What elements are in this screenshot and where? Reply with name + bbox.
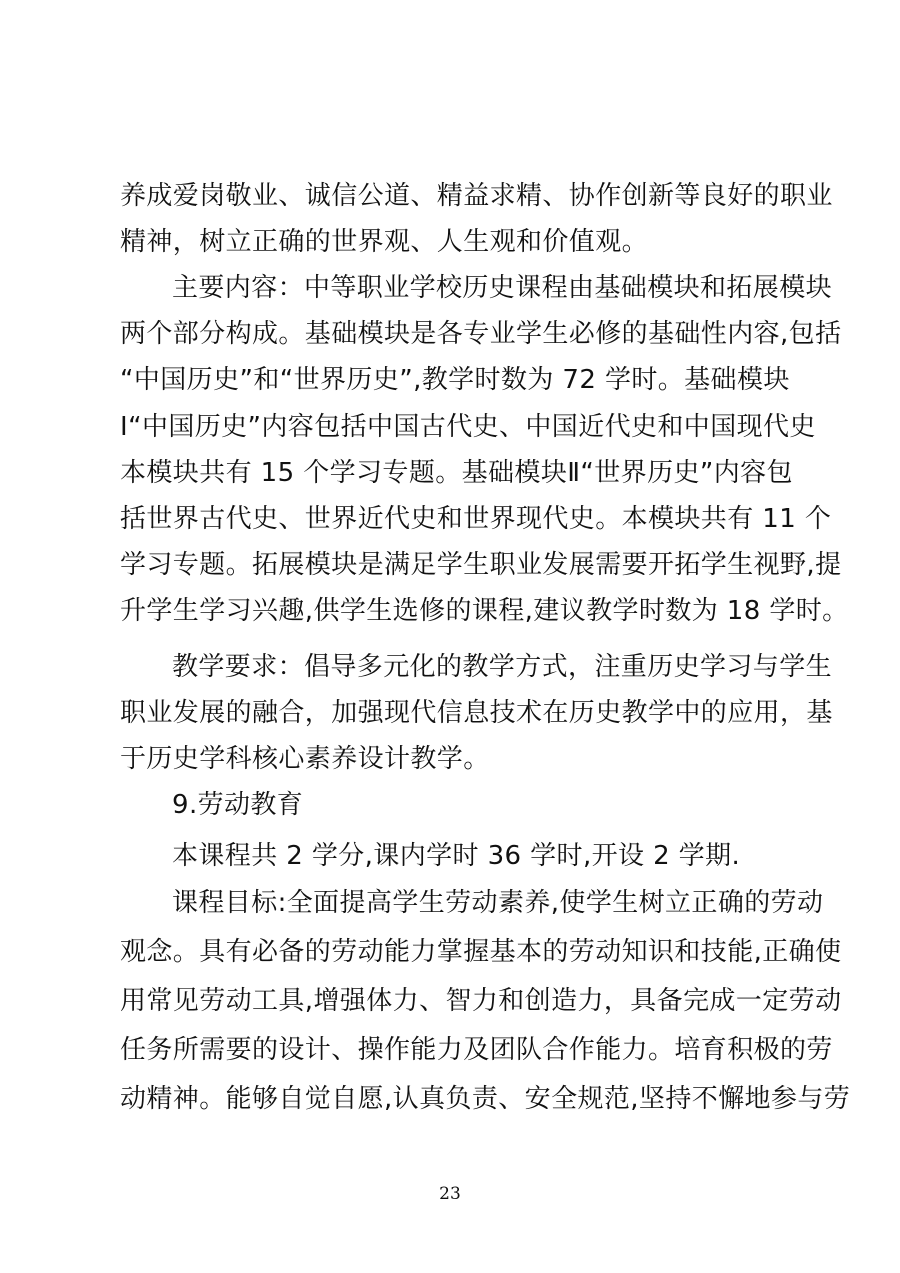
text-line: 于历史学科核心素养设计教学。 — [120, 744, 490, 774]
text-line: 精神，树立正确的世界观、人生观和价值观。 — [120, 227, 649, 257]
text-line: 本模块共有 15 个学习专题。基础模块Ⅱ“世界历史”内容包 — [120, 458, 793, 488]
text-line: 用常见劳动工具,增强体力、智力和创造力，具备完成一定劳动 — [120, 986, 842, 1016]
paragraph-teaching-requirements: 教学要求：倡导多元化的教学方式，注重历史学习与学生 — [172, 652, 833, 682]
text-line: 动精神。能够自觉自愿,认真负责、安全规范,坚持不懈地参与劳 — [120, 1084, 851, 1114]
section-heading-labor-education: 9.劳动教育 — [172, 790, 304, 820]
text-line: 职业发展的融合，加强现代信息技术在历史教学中的应用，基 — [120, 698, 833, 728]
text-line: 养成爱岗敬业、诚信公道、精益求精、协作创新等良好的职业 — [120, 181, 833, 211]
paragraph-main-content: 主要内容：中等职业学校历史课程由基础模块和拓展模块 — [172, 273, 833, 303]
text-line: 学习专题。拓展模块是满足学生职业发展需要开拓学生视野,提 — [120, 550, 842, 580]
text-line: “中国历史”和“世界历史”,教学时数为 72 学时。基础模块 — [120, 365, 790, 395]
text-line: 任务所需要的设计、操作能力及团队合作能力。培育积极的劳 — [120, 1035, 833, 1065]
page-number: 23 — [439, 1184, 461, 1204]
paragraph-course-objectives: 课程目标:全面提高学生劳动素养,使学生树立正确的劳动 — [172, 888, 824, 918]
text-line: 观念。具有必备的劳动能力掌握基本的劳动知识和技能,正确使 — [120, 937, 842, 967]
text-line: 括世界古代史、世界近代史和世界现代史。本模块共有 11 个 — [120, 504, 832, 534]
text-line: 升学生学习兴趣,供学生选修的课程,建议教学时数为 18 学时。 — [120, 596, 849, 626]
paragraph-course-credits: 本课程共 2 学分,课内学时 36 学时,开设 2 学期. — [172, 841, 741, 871]
text-line: 两个部分构成。基础模块是各专业学生必修的基础性内容,包括 — [120, 319, 842, 349]
text-line: I“中国历史”内容包括中国古代史、中国近代史和中国现代史 — [120, 412, 816, 442]
